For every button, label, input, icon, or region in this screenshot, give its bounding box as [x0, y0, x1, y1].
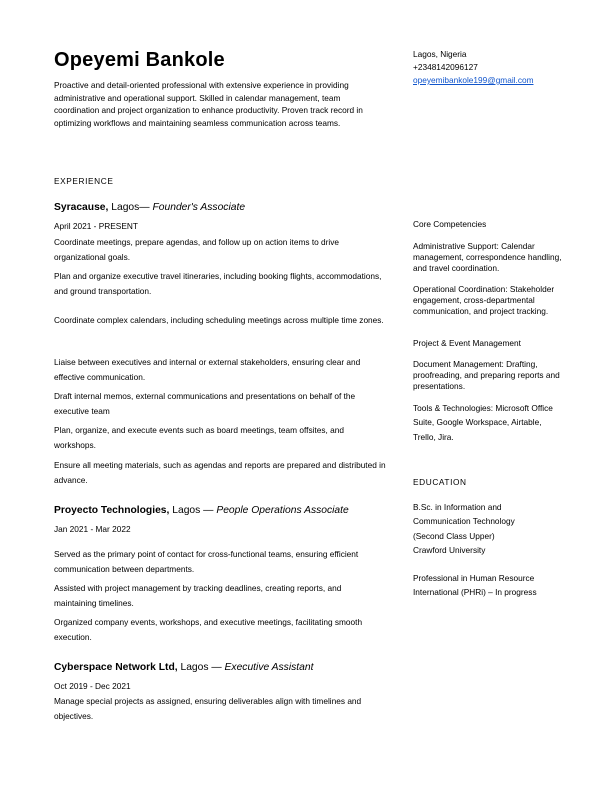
job-bullet: Coordinate meetings, prepare agendas, and follow up on action items to drive organizational goals.	[54, 237, 340, 262]
job-heading	[54, 202, 245, 213]
job-location: Lagos—	[108, 202, 153, 213]
competency-item: Operational Coordination: Stakeholder engagement, cross-departmental communication, and project tracking.	[413, 284, 555, 316]
job-dates: Jan 2021 - Mar 2022	[54, 524, 131, 534]
university: Crawford University	[413, 544, 486, 555]
job-role: Founder's Associate	[152, 202, 246, 213]
cert-line: Professional in Human Resource	[413, 573, 535, 583]
phone: +2348142096127	[413, 61, 478, 72]
candidate-name: Opeyemi Bankole	[54, 49, 225, 71]
job-dates: April 2021 - PRESENT	[54, 221, 138, 231]
competency-item: Document Management: Drafting, proofreading, and preparing reports and presentations.	[413, 359, 560, 391]
email-link[interactable]: opeyemibankole199@gmail.com	[413, 74, 534, 85]
education-heading: EDUCATION	[413, 477, 467, 487]
job-bullet: Manage special projects as assigned, ensuring deliverables align with timelines and objectives.	[54, 696, 362, 721]
location: Lagos, Nigeria	[413, 49, 467, 59]
competency-item: Project & Event Management	[413, 338, 521, 348]
job-role: People Operations Associate	[216, 505, 349, 516]
competency-item: Tools & Technologies: Microsoft Office Suite, Google Workspace, Airtable, Trello, Jira.	[413, 403, 553, 442]
degree-line: B.Sc. in Information and	[413, 502, 502, 512]
job-bullet: Ensure all meeting materials, such as agendas and reports are prepared and distributed in advance.	[54, 460, 386, 485]
degree	[413, 500, 563, 557]
job-bullet: Draft internal memos, external communications and presentations on behalf of the executive team	[54, 391, 356, 416]
competencies-heading: Core Competencies	[413, 219, 487, 229]
degree-line: Communication Technology	[413, 516, 515, 527]
job-dates: Oct 2019 - Dec 2021	[54, 681, 131, 691]
job-location: Lagos —	[177, 662, 225, 673]
competency-item: Administrative Support: Calendar management, correspondence handling, and travel coordination.	[413, 241, 562, 273]
job-bullet: Plan, organize, and execute events such as board meetings, team offsites, and workshops.	[54, 425, 344, 450]
job-role: Executive Assistant	[224, 662, 314, 673]
job-bullet: Organized company events, workshops, and executive meetings, facilitating smooth execution.	[54, 617, 363, 642]
contact-info	[413, 48, 534, 87]
job-heading	[54, 662, 313, 673]
job-heading	[54, 505, 349, 516]
job-bullet: Assisted with project management by tracking deadlines, creating reports, and maintaining timelines.	[54, 583, 342, 608]
profile-summary: Proactive and detail-oriented professional with extensive experience in providing administrative and operational support. Skilled in calendar management, team coordination and project organization to enhance productivity. Proven track record in optimizing workflows and maintaining seamless communication across teams.	[54, 80, 363, 129]
company: Syracause,	[54, 202, 109, 213]
company: Proyecto Technologies,	[54, 505, 170, 516]
experience-heading: EXPERIENCE	[54, 176, 114, 186]
company: Cyberspace Network Ltd,	[54, 662, 178, 673]
job-location: Lagos —	[169, 505, 217, 516]
degree-line: (Second Class Upper)	[413, 530, 495, 541]
job-bullet: Plan and organize executive travel itineraries, including booking flights, accommodations, and ground transportation.	[54, 271, 382, 296]
job-bullet: Served as the primary point of contact for cross-functional teams, ensuring efficient communication between departments.	[54, 549, 359, 574]
job-bullet: Coordinate complex calendars, including scheduling meetings across multiple time zones.	[54, 315, 384, 325]
job-bullet: Liaise between executives and internal or external stakeholders, ensuring clear and effective communication.	[54, 357, 361, 382]
cert-line: International (PHRi) – In progress	[413, 587, 537, 598]
certification	[413, 571, 563, 600]
